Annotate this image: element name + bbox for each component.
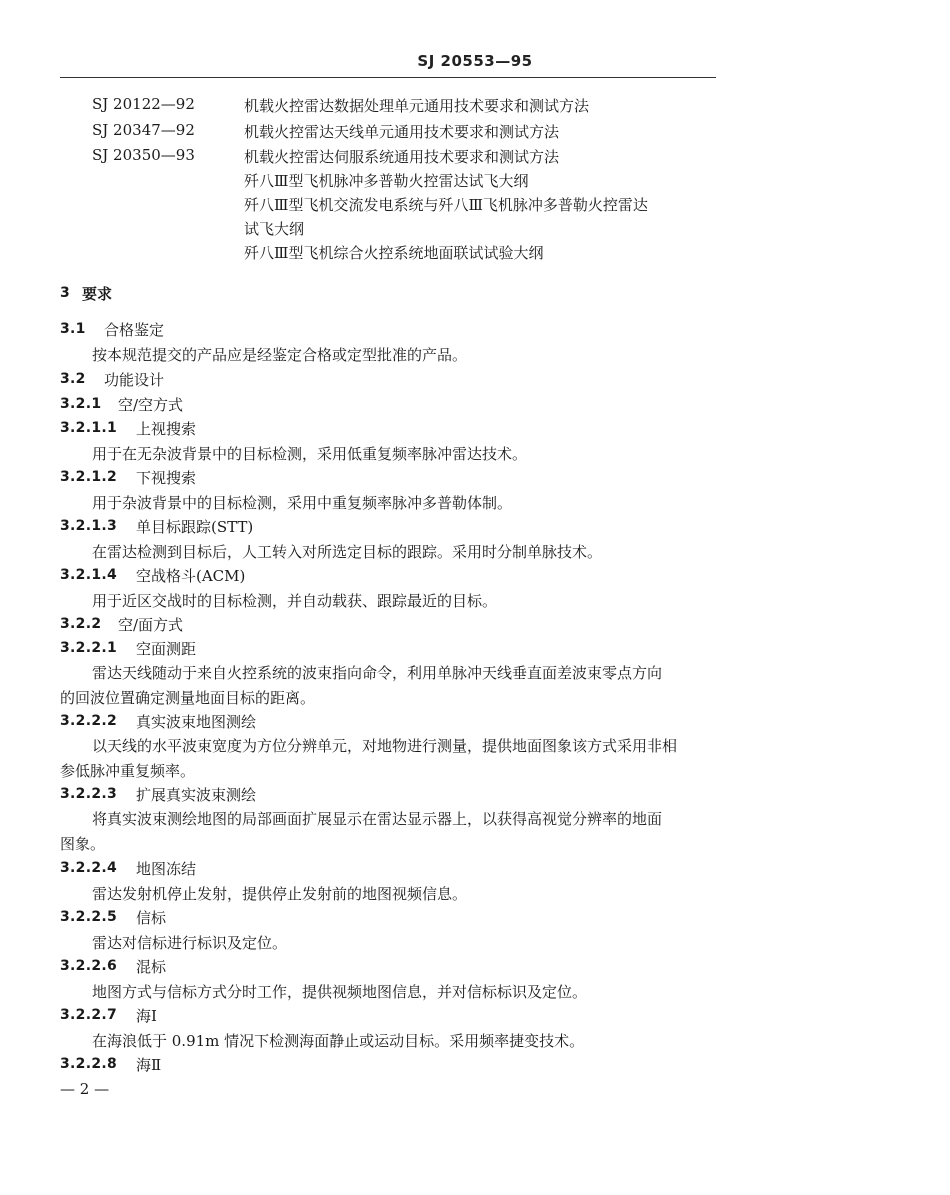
section-title: 合格鉴定 — [104, 321, 165, 339]
section-number: 3.2.2.2 — [60, 713, 118, 729]
section-number: 3.2 — [60, 371, 86, 387]
section-number: 3.2.2.5 — [60, 909, 118, 925]
section-number: 3.2.2.7 — [60, 1007, 118, 1023]
section-number: 3.2.1.3 — [60, 518, 118, 534]
section-body: 地图方式与信标方式分时工作，提供视频地图信息，并对信标标识及定位。 — [92, 983, 588, 1001]
section-number: 3 — [60, 285, 71, 301]
section-number: 3.2.2.8 — [60, 1056, 118, 1072]
section-title: 空/面方式 — [118, 616, 184, 634]
section-body: 用于近区交战时的目标检测，并自动载获、跟踪最近的目标。 — [92, 592, 498, 610]
section-body: 按本规范提交的产品应是经鉴定合格或定型批准的产品。 — [92, 346, 468, 364]
section-number: 3.1 — [60, 321, 86, 337]
section-title: 信标 — [136, 909, 167, 927]
section-body: 将真实波束测绘地图的局部画面扩展显示在雷达显示器上，以获得高视觉分辨率的地面 — [92, 810, 663, 828]
section-title: 功能设计 — [104, 371, 165, 389]
ref-title: 机载火控雷达伺服系统通用技术要求和测试方法 — [244, 148, 560, 166]
ref-code: SJ 20122—92 — [92, 95, 195, 113]
section-body: 以天线的水平波束宽度为方位分辨单元，对地物进行测量，提供地面图象该方式采用非相 — [92, 737, 678, 755]
ref-title: 试飞大纲 — [244, 220, 305, 238]
section-title: 海Ⅰ — [136, 1007, 157, 1025]
ref-title: 歼八Ⅲ型飞机交流发电系统与歼八Ⅲ飞机脉冲多普勒火控雷达 — [244, 196, 648, 214]
section-title: 空面测距 — [136, 640, 197, 658]
section-title: 混标 — [136, 958, 167, 976]
section-title: 上视搜索 — [136, 420, 197, 438]
section-title: 地图冻结 — [136, 860, 197, 878]
section-number: 3.2.1 — [60, 396, 102, 412]
ref-code: SJ 20350—93 — [92, 146, 195, 164]
section-number: 3.2.1.2 — [60, 469, 118, 485]
section-number: 3.2.2.1 — [60, 640, 118, 656]
section-body: 在海浪低于 0.91m 情况下检测海面静止或运动目标。采用频率捷变技术。 — [92, 1032, 585, 1050]
section-number: 3.2.2.6 — [60, 958, 118, 974]
section-title: 真实波束地图测绘 — [136, 713, 257, 731]
section-title: 空战格斗(ACM) — [136, 567, 246, 585]
ref-title: 歼八Ⅲ型飞机脉冲多普勒火控雷达试飞大纲 — [244, 172, 529, 190]
section-title: 扩展真实波束测绘 — [136, 786, 257, 804]
section-number: 3.2.2.3 — [60, 786, 118, 802]
section-title: 空/空方式 — [118, 396, 184, 414]
ref-code: SJ 20347—92 — [92, 121, 195, 139]
section-number: 3.2.2 — [60, 616, 102, 632]
page-number: — 2 — — [60, 1080, 110, 1098]
section-body: 雷达发射机停止发射，提供停止发射前的地图视频信息。 — [92, 885, 468, 903]
section-number: 3.2.1.4 — [60, 567, 118, 583]
section-body: 图象。 — [60, 835, 106, 853]
ref-title: 机载火控雷达天线单元通用技术要求和测试方法 — [244, 123, 560, 141]
section-body: 参低脉冲重复频率。 — [60, 762, 196, 780]
section-title: 下视搜索 — [136, 469, 197, 487]
header-rule — [60, 77, 716, 78]
section-body: 雷达天线随动于来自火控系统的波束指向命令，利用单脉冲天线垂直面差波束零点方向 — [92, 664, 663, 682]
section-number: 3.2.2.4 — [60, 860, 118, 876]
ref-title: 机载火控雷达数据处理单元通用技术要求和测试方法 — [244, 97, 590, 115]
ref-title: 歼八Ⅲ型飞机综合火控系统地面联试试验大纲 — [244, 244, 544, 262]
section-body: 雷达对信标进行标识及定位。 — [92, 934, 288, 952]
section-number: 3.2.1.1 — [60, 420, 118, 436]
section-title: 单目标跟踪(STT) — [136, 518, 254, 536]
section-title: 海Ⅱ — [136, 1056, 162, 1074]
section-body: 的回波位置确定测量地面目标的距离。 — [60, 689, 316, 707]
section-body: 用于在无杂波背景中的目标检测，采用低重复频率脉冲雷达技术。 — [92, 445, 528, 463]
section-body: 在雷达检测到目标后，人工转入对所选定目标的跟踪。采用时分制单脉技术。 — [92, 543, 603, 561]
section-title: 要求 — [82, 285, 113, 303]
section-body: 用于杂波背景中的目标检测，采用中重复频率脉冲多普勒体制。 — [92, 494, 513, 512]
header-standard-code: SJ 20553—95 — [417, 52, 533, 70]
